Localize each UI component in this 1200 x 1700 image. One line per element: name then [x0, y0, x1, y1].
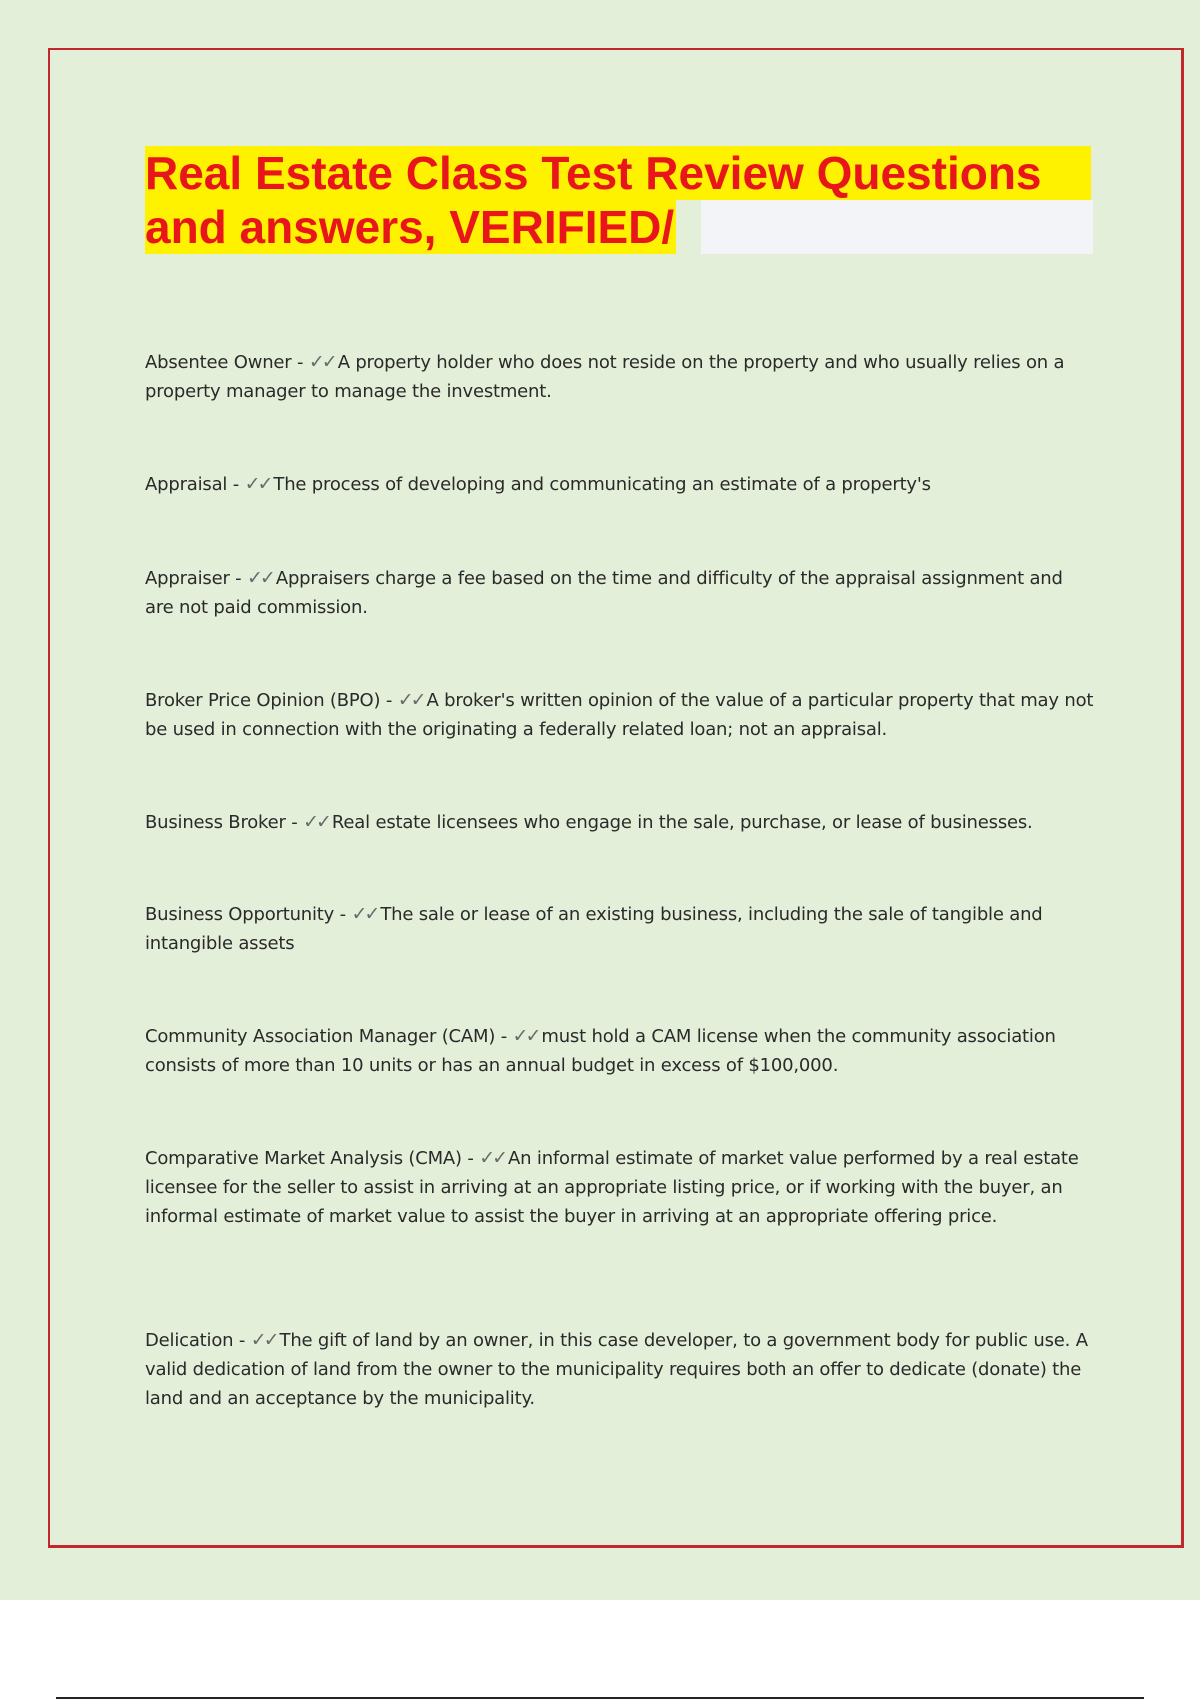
entry-item [145, 348, 1095, 406]
entry-separator: - [233, 1330, 251, 1351]
entry-separator: - [229, 568, 247, 589]
title-highlight-gap [701, 200, 1093, 254]
entry-term: Absentee Owner [145, 352, 292, 373]
title-line-2: and answers, VERIFIED/ [145, 201, 675, 253]
entry-separator: - [334, 904, 352, 925]
page-border [48, 48, 1184, 1548]
entry-separator: - [380, 690, 398, 711]
entry-definition: A broker's written opinion of the value of a particular property that may not be used in connection with the originating a federally related loan; not an appraisal. [145, 690, 1094, 740]
entry-definition: An informal estimate of market value performed by a real estate licensee for the seller to assist in arriving at an appropriate listing price, or if working with the buyer, an informal estimate of market value to assist the buyer in arriving at an appropriate offering price. [145, 1148, 1079, 1227]
entry-item [145, 900, 1095, 958]
double-check-icon: ✓✓ [244, 473, 271, 495]
entry-term: Delication [145, 1330, 234, 1351]
entry-separator: - [285, 812, 304, 833]
double-check-icon: ✓✓ [250, 1329, 277, 1351]
entry-term: Appraiser [145, 568, 230, 589]
double-check-icon: ✓✓ [512, 1025, 539, 1047]
entry-definition: The sale or lease of an existing business, including the sale of tangible and intangible assets [145, 904, 1043, 954]
entry-item [145, 808, 1095, 837]
entry-term: Comparative Market Analysis (CMA) [145, 1148, 462, 1169]
entry-definition: A property holder who does not reside on the property and who usually relies on a property manager to manage the investment. [145, 352, 1065, 402]
entry-item [145, 470, 1095, 499]
entry-item [145, 686, 1095, 744]
entry-term: Broker Price Opinion (BPO) [145, 690, 381, 711]
footer-rule [56, 1697, 1144, 1699]
entry-definition: must hold a CAM license when the community association consists of more than 10 units or has an annual budget in excess of $100,000. [145, 1026, 1056, 1076]
document-title [145, 146, 1093, 254]
title-line-1: Real Estate Class Test Review Questions [145, 146, 1091, 200]
entry-separator: - [495, 1026, 513, 1047]
entry-definition: Appraisers charge a fee based on the time and difficulty of the appraisal assignment and are not paid commission. [145, 568, 1063, 618]
entry-item [145, 564, 1095, 622]
entry-term: Business Opportunity [145, 904, 335, 925]
entry-separator: - [227, 474, 245, 495]
entry-term: Appraisal [145, 474, 228, 495]
entry-item [145, 1022, 1095, 1080]
entry-term: Community Association Manager (CAM) [145, 1026, 496, 1047]
double-check-icon: ✓✓ [247, 567, 273, 589]
double-check-icon: ✓✓ [303, 811, 329, 833]
entry-item [145, 1144, 1095, 1231]
entry-item [145, 1326, 1095, 1413]
double-check-icon: ✓✓ [308, 351, 335, 373]
entry-definition: The process of developing and communicating an estimate of a property's [273, 474, 931, 495]
title-block [145, 146, 1093, 254]
entry-definition: The gift of land by an owner, in this case developer, to a government body for public use. A valid dedication of land from the owner to the municipality requires both an offer to dedicate (donate) the land and an acceptance by the municipality. [145, 1330, 1088, 1409]
entry-separator: - [461, 1148, 480, 1169]
entry-separator: - [291, 352, 309, 373]
entry-definition: Real estate licensees who engage in the sale, purchase, or lease of businesses. [331, 812, 1033, 833]
double-check-icon: ✓✓ [351, 903, 378, 925]
double-check-icon: ✓✓ [397, 689, 424, 711]
entry-term: Business Broker [145, 812, 286, 833]
double-check-icon: ✓✓ [479, 1147, 506, 1169]
